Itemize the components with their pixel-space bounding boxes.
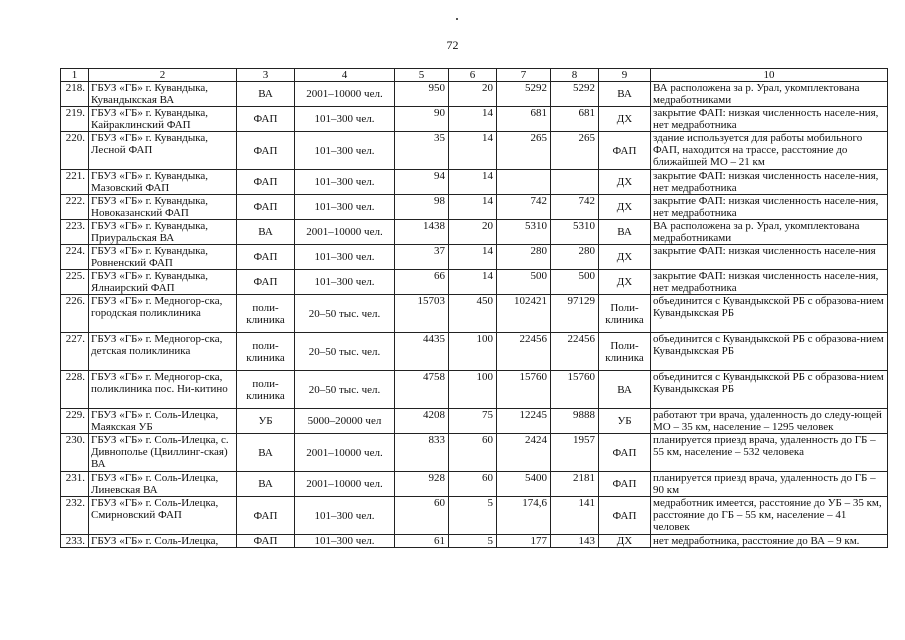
col-6-value: 20 bbox=[449, 220, 497, 245]
population-range: 101–300 чел. bbox=[295, 245, 395, 270]
proposed-type: УБ bbox=[599, 409, 651, 434]
institution-name: ГБУЗ «ГБ» г. Соль-Илецка, с. Дивнополье (Цвиллинг-ская) ВА bbox=[89, 434, 237, 472]
population-range: 101–300 чел. bbox=[295, 132, 395, 170]
facility-type: ФАП bbox=[237, 245, 295, 270]
col-8-value: 143 bbox=[551, 535, 599, 548]
population-served: 60 bbox=[395, 497, 449, 535]
facility-type: ВА bbox=[237, 434, 295, 472]
col-7-value: 5292 bbox=[497, 82, 551, 107]
header-row bbox=[61, 69, 888, 82]
col-6-value: 5 bbox=[449, 535, 497, 548]
comment: закрытие ФАП: низкая численность населе-ния bbox=[651, 245, 888, 270]
facility-type: УБ bbox=[237, 409, 295, 434]
proposed-type: ДХ bbox=[599, 535, 651, 548]
population-served: 833 bbox=[395, 434, 449, 472]
comment: закрытие ФАП: низкая численность населе-ния, нет медработника bbox=[651, 107, 888, 132]
table-row bbox=[61, 295, 888, 333]
row-number: 227. bbox=[61, 333, 89, 371]
row-number: 220. bbox=[61, 132, 89, 170]
institution-name: ГБУЗ «ГБ» г. Кувандыка, Ровненский ФАП bbox=[89, 245, 237, 270]
table-row bbox=[61, 497, 888, 535]
population-served: 37 bbox=[395, 245, 449, 270]
col-7-value: 12245 bbox=[497, 409, 551, 434]
proposed-type: ФАП bbox=[599, 472, 651, 497]
population-range: 101–300 чел. bbox=[295, 270, 395, 295]
facility-type: поли-клиника bbox=[237, 371, 295, 409]
population-served: 928 bbox=[395, 472, 449, 497]
proposed-type: Поли-клиника bbox=[599, 333, 651, 371]
comment: ВА расположена за р. Урал, укомплектована медработниками bbox=[651, 220, 888, 245]
col-6-value: 100 bbox=[449, 371, 497, 409]
col-8-value: 22456 bbox=[551, 333, 599, 371]
col-8-value: 265 bbox=[551, 132, 599, 170]
table-row bbox=[61, 409, 888, 434]
col-8-value: 681 bbox=[551, 107, 599, 132]
institution-name: ГБУЗ «ГБ» г. Кувандыка, Кувандыкская ВА bbox=[89, 82, 237, 107]
row-number: 232. bbox=[61, 497, 89, 535]
column-header: 3 bbox=[237, 69, 295, 82]
table-row bbox=[61, 434, 888, 472]
population-served: 94 bbox=[395, 170, 449, 195]
institution-name: ГБУЗ «ГБ» г. Соль-Илецка, Смирновский ФАП bbox=[89, 497, 237, 535]
row-number: 224. bbox=[61, 245, 89, 270]
institution-name: ГБУЗ «ГБ» г. Кувандыка, Приуральская ВА bbox=[89, 220, 237, 245]
table-row bbox=[61, 82, 888, 107]
column-header: 2 bbox=[89, 69, 237, 82]
population-range: 101–300 чел. bbox=[295, 170, 395, 195]
institution-name: ГБУЗ «ГБ» г. Медногор-ска, детская поликлиника bbox=[89, 333, 237, 371]
institution-name: ГБУЗ «ГБ» г. Медногор-ска, поликлиника пос. Ни-китино bbox=[89, 371, 237, 409]
row-number: 218. bbox=[61, 82, 89, 107]
column-header: 6 bbox=[449, 69, 497, 82]
col-7-value: 681 bbox=[497, 107, 551, 132]
comment: нет медработника, расстояние до ВА – 9 км. bbox=[651, 535, 888, 548]
comment: работают три врача, удаленность до следу-ющей МО – 35 км, население – 1295 человек bbox=[651, 409, 888, 434]
population-range: 2001–10000 чел. bbox=[295, 472, 395, 497]
institution-name: ГБУЗ «ГБ» г. Кувандыка, Ялнаирский ФАП bbox=[89, 270, 237, 295]
facility-type: поли-клиника bbox=[237, 295, 295, 333]
column-header: 7 bbox=[497, 69, 551, 82]
column-header: 9 bbox=[599, 69, 651, 82]
col-7-value: 102421 bbox=[497, 295, 551, 333]
col-6-value: 75 bbox=[449, 409, 497, 434]
population-served: 4435 bbox=[395, 333, 449, 371]
proposed-type: ВА bbox=[599, 371, 651, 409]
col-8-value: 141 bbox=[551, 497, 599, 535]
table-row bbox=[61, 220, 888, 245]
col-8-value: 9888 bbox=[551, 409, 599, 434]
col-7-value: 174,6 bbox=[497, 497, 551, 535]
col-7-value: 5310 bbox=[497, 220, 551, 245]
institution-name: ГБУЗ «ГБ» г. Соль-Илецка, bbox=[89, 535, 237, 548]
col-7-value bbox=[497, 170, 551, 195]
population-served: 950 bbox=[395, 82, 449, 107]
table-row bbox=[61, 333, 888, 371]
col-7-value: 2424 bbox=[497, 434, 551, 472]
table-row bbox=[61, 371, 888, 409]
population-range: 2001–10000 чел. bbox=[295, 82, 395, 107]
population-served: 90 bbox=[395, 107, 449, 132]
col-6-value: 14 bbox=[449, 170, 497, 195]
row-number: 219. bbox=[61, 107, 89, 132]
col-7-value: 265 bbox=[497, 132, 551, 170]
population-served: 66 bbox=[395, 270, 449, 295]
table-row bbox=[61, 195, 888, 220]
comment: объединится с Кувандыкской РБ с образова-нием Кувандыкская РБ bbox=[651, 333, 888, 371]
population-served: 35 bbox=[395, 132, 449, 170]
table-row bbox=[61, 132, 888, 170]
facility-type: поли-клиника bbox=[237, 333, 295, 371]
row-number: 229. bbox=[61, 409, 89, 434]
population-served: 1438 bbox=[395, 220, 449, 245]
col-7-value: 22456 bbox=[497, 333, 551, 371]
institution-name: ГБУЗ «ГБ» г. Кувандыка, Лесной ФАП bbox=[89, 132, 237, 170]
facility-type: ВА bbox=[237, 472, 295, 497]
col-8-value: 742 bbox=[551, 195, 599, 220]
facility-type: ФАП bbox=[237, 170, 295, 195]
population-served: 61 bbox=[395, 535, 449, 548]
data-table bbox=[60, 68, 888, 548]
proposed-type: ВА bbox=[599, 82, 651, 107]
comment: здание используется для работы мобильного ФАП, находится на трассе, расстояние до ближайшей МО – 21 км bbox=[651, 132, 888, 170]
population-served: 4208 bbox=[395, 409, 449, 434]
column-header: 10 bbox=[651, 69, 888, 82]
institution-name: ГБУЗ «ГБ» г. Кувандыка, Новоказанский ФАП bbox=[89, 195, 237, 220]
col-8-value: 2181 bbox=[551, 472, 599, 497]
proposed-type: ВА bbox=[599, 220, 651, 245]
table-row bbox=[61, 270, 888, 295]
population-range: 5000–20000 чел bbox=[295, 409, 395, 434]
population-range: 101–300 чел. bbox=[295, 195, 395, 220]
population-range: 20–50 тыс. чел. bbox=[295, 295, 395, 333]
proposed-type: ДХ bbox=[599, 270, 651, 295]
table-row bbox=[61, 535, 888, 548]
institution-name: ГБУЗ «ГБ» г. Кувандыка, Мазовский ФАП bbox=[89, 170, 237, 195]
column-header: 1 bbox=[61, 69, 89, 82]
column-header: 8 bbox=[551, 69, 599, 82]
population-served: 98 bbox=[395, 195, 449, 220]
col-6-value: 14 bbox=[449, 195, 497, 220]
facility-type: ФАП bbox=[237, 497, 295, 535]
row-number: 221. bbox=[61, 170, 89, 195]
population-range: 101–300 чел. bbox=[295, 107, 395, 132]
col-6-value: 14 bbox=[449, 132, 497, 170]
comment: закрытие ФАП: низкая численность населе-ния, нет медработника bbox=[651, 195, 888, 220]
col-8-value: 5310 bbox=[551, 220, 599, 245]
col-6-value: 20 bbox=[449, 82, 497, 107]
table-row bbox=[61, 472, 888, 497]
population-range: 20–50 тыс. чел. bbox=[295, 333, 395, 371]
col-8-value: 1957 bbox=[551, 434, 599, 472]
col-8-value bbox=[551, 170, 599, 195]
institution-name: ГБУЗ «ГБ» г. Соль-Илецка, Линевская ВА bbox=[89, 472, 237, 497]
proposed-type: ДХ bbox=[599, 170, 651, 195]
facility-type: ВА bbox=[237, 220, 295, 245]
row-number: 231. bbox=[61, 472, 89, 497]
population-range: 2001–10000 чел. bbox=[295, 434, 395, 472]
col-8-value: 5292 bbox=[551, 82, 599, 107]
row-number: 228. bbox=[61, 371, 89, 409]
facility-type: ФАП bbox=[237, 107, 295, 132]
proposed-type: ФАП bbox=[599, 497, 651, 535]
col-8-value: 15760 bbox=[551, 371, 599, 409]
table-row bbox=[61, 245, 888, 270]
col-7-value: 5400 bbox=[497, 472, 551, 497]
facility-type: ФАП bbox=[237, 195, 295, 220]
row-number: 233. bbox=[61, 535, 89, 548]
population-range: 2001–10000 чел. bbox=[295, 220, 395, 245]
population-served: 15703 bbox=[395, 295, 449, 333]
col-6-value: 14 bbox=[449, 107, 497, 132]
scan-speck bbox=[456, 18, 458, 20]
row-number: 225. bbox=[61, 270, 89, 295]
col-7-value: 280 bbox=[497, 245, 551, 270]
comment: закрытие ФАП: низкая численность населе-ния, нет медработника bbox=[651, 270, 888, 295]
col-8-value: 500 bbox=[551, 270, 599, 295]
proposed-type: ФАП bbox=[599, 132, 651, 170]
table-row bbox=[61, 107, 888, 132]
population-served: 4758 bbox=[395, 371, 449, 409]
col-6-value: 14 bbox=[449, 245, 497, 270]
row-number: 223. bbox=[61, 220, 89, 245]
comment: объединится с Кувандыкской РБ с образова-нием Кувандыкская РБ bbox=[651, 295, 888, 333]
row-number: 226. bbox=[61, 295, 89, 333]
institution-name: ГБУЗ «ГБ» г. Медногор-ска, городская поликлиника bbox=[89, 295, 237, 333]
institution-name: ГБУЗ «ГБ» г. Соль-Илецка, Маякская УБ bbox=[89, 409, 237, 434]
col-6-value: 14 bbox=[449, 270, 497, 295]
col-7-value: 742 bbox=[497, 195, 551, 220]
facility-type: ФАП bbox=[237, 132, 295, 170]
comment: закрытие ФАП: низкая численность населе-ния, нет медработника bbox=[651, 170, 888, 195]
facility-type: ВА bbox=[237, 82, 295, 107]
institution-name: ГБУЗ «ГБ» г. Кувандыка, Кайраклинский ФАП bbox=[89, 107, 237, 132]
page-number: 72 bbox=[446, 38, 459, 52]
column-header: 4 bbox=[295, 69, 395, 82]
col-6-value: 60 bbox=[449, 472, 497, 497]
col-7-value: 177 bbox=[497, 535, 551, 548]
comment: ВА расположена за р. Урал, укомплектована медработниками bbox=[651, 82, 888, 107]
facility-type: ФАП bbox=[237, 270, 295, 295]
proposed-type: ДХ bbox=[599, 245, 651, 270]
col-8-value: 280 bbox=[551, 245, 599, 270]
population-range: 20–50 тыс. чел. bbox=[295, 371, 395, 409]
column-header: 5 bbox=[395, 69, 449, 82]
row-number: 222. bbox=[61, 195, 89, 220]
facility-type: ФАП bbox=[237, 535, 295, 548]
comment: планируется приезд врача, удаленность до ГБ – 90 км bbox=[651, 472, 888, 497]
proposed-type: ФАП bbox=[599, 434, 651, 472]
table-row bbox=[61, 170, 888, 195]
col-6-value: 60 bbox=[449, 434, 497, 472]
col-6-value: 5 bbox=[449, 497, 497, 535]
population-range: 101–300 чел. bbox=[295, 535, 395, 548]
comment: медработник имеется, расстояние до УБ – 35 км, расстояние до ГБ – 55 км, население – 41 человек bbox=[651, 497, 888, 535]
col-6-value: 100 bbox=[449, 333, 497, 371]
col-7-value: 500 bbox=[497, 270, 551, 295]
proposed-type: ДХ bbox=[599, 195, 651, 220]
proposed-type: ДХ bbox=[599, 107, 651, 132]
comment: объединится с Кувандыкской РБ с образова-нием Кувандыкская РБ bbox=[651, 371, 888, 409]
col-6-value: 450 bbox=[449, 295, 497, 333]
col-8-value: 97129 bbox=[551, 295, 599, 333]
population-range: 101–300 чел. bbox=[295, 497, 395, 535]
col-7-value: 15760 bbox=[497, 371, 551, 409]
row-number: 230. bbox=[61, 434, 89, 472]
proposed-type: Поли-клиника bbox=[599, 295, 651, 333]
comment: планируется приезд врача, удаленность до ГБ – 55 км, население – 532 человека bbox=[651, 434, 888, 472]
